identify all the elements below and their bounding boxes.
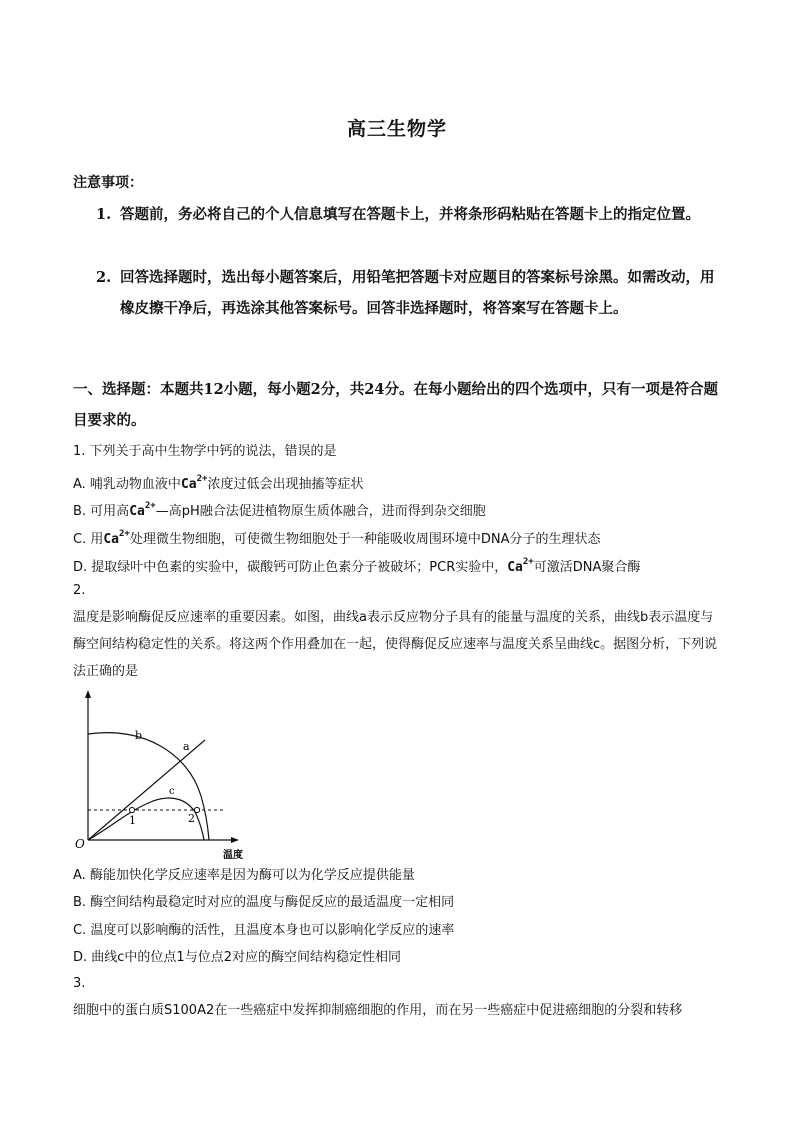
q2-option-a: A. 酶能加快化学反应速率是因为酶可以为化学反应提供能量 <box>73 868 415 883</box>
option-text: D. 提取绿叶中色素的实验中，碳酸钙可防止色素分子被破坏；PCR实验中， <box>73 560 508 575</box>
calcium-ion: $Ca^{2+}$ <box>180 474 208 492</box>
enzyme-temperature-figure <box>73 688 263 863</box>
q3-stem: 细胞中的蛋白质S100A2在一些癌症中发挥抑制癌细胞的作用，而在另一些癌症中促进癌细胞的分裂和转移 <box>73 1003 683 1018</box>
notice-item-1 <box>96 199 721 230</box>
calcium-ion: $Ca^{2+}$ <box>129 501 156 519</box>
q2-option-c: C. 温度可以影响酶的活性，且温度本身也可以影响化学反应的速率 <box>73 923 455 938</box>
q2-number: 2. <box>73 583 86 598</box>
calcium-ion: $Ca^{2+}$ <box>103 529 130 547</box>
option-text: 浓度过低会出现抽搐等症状 <box>207 477 364 492</box>
option-text: B. 可用高 <box>73 504 130 519</box>
curve-a <box>88 740 205 840</box>
notice-item-2 <box>96 262 721 324</box>
notice-item-number: 1. <box>96 206 112 223</box>
curve-c <box>88 798 204 840</box>
origin-label: O <box>75 837 85 851</box>
curve-b-label: b <box>135 729 143 742</box>
page-title: 高三生物学 <box>346 118 447 140</box>
x-axis-label: 温度 <box>223 850 243 861</box>
notice-item-text: 答题前，务必将自己的个人信息填写在答题卡上，并将条形码粘贴在答题卡上的指定位置。 <box>120 206 700 223</box>
q2-option-d: D. 曲线c中的位点1与位点2对应的酶空间结构稳定性相同 <box>73 950 401 965</box>
q3-number: 3. <box>73 976 86 991</box>
notice-heading: 注意事项： <box>73 175 143 191</box>
q1-stem: 1. 下列关于高中生物学中钙的说法，错误的是 <box>73 444 337 459</box>
point-1-label: 1 <box>129 814 136 827</box>
option-text: 可激活DNA聚合酶 <box>533 560 641 575</box>
option-text: —高pH融合法促进植物原生质体融合，进而得到杂交细胞 <box>155 504 486 519</box>
q2-option-b: B. 酶空间结构最稳定时对应的温度与酶促反应的最适温度一定相同 <box>73 895 455 910</box>
notice-item-number: 2. <box>96 269 112 286</box>
calcium-ion: $Ca^{2+}$ <box>507 557 534 575</box>
curve-c-label: c <box>169 786 175 797</box>
curve-a-label: a <box>183 740 190 753</box>
point-1-marker <box>129 807 134 812</box>
option-text: C. 用 <box>73 532 104 547</box>
y-axis-arrow <box>85 690 91 698</box>
q2-stem: 温度是影响酶促反应速率的重要因素。如图，曲线a表示反应物分子具有的能量与温度的关系，曲线b表示温度与酶空间结构稳定性的关系。将这两个作用叠加在一起，使得酶促反应速率与温度关系呈曲线c。据图分析，下列说法正确的是 <box>73 610 718 679</box>
section-heading: 一、选择题：本题共12小题，每小题2分，共24分。在每小题给出的四个选项中，只有一项是符合题目要求的。 <box>73 381 718 429</box>
notice-item-text: 回答选择题时，选出每小题答案后，用铅笔把答题卡对应题目的答案标号涂黑。如需改动，用橡皮擦干净后，再选涂其他答案标号。回答非选择题时，将答案写在答题卡上。 <box>120 269 715 317</box>
option-text: A. 哺乳动物血液中 <box>73 477 181 492</box>
option-text: 处理微生物细胞，可使微生物细胞处于一种能吸收周围环境中DNA分子的生理状态 <box>129 532 601 547</box>
x-axis-arrow <box>231 837 239 843</box>
point-2-marker <box>194 807 199 812</box>
point-2-label: 2 <box>188 812 195 825</box>
